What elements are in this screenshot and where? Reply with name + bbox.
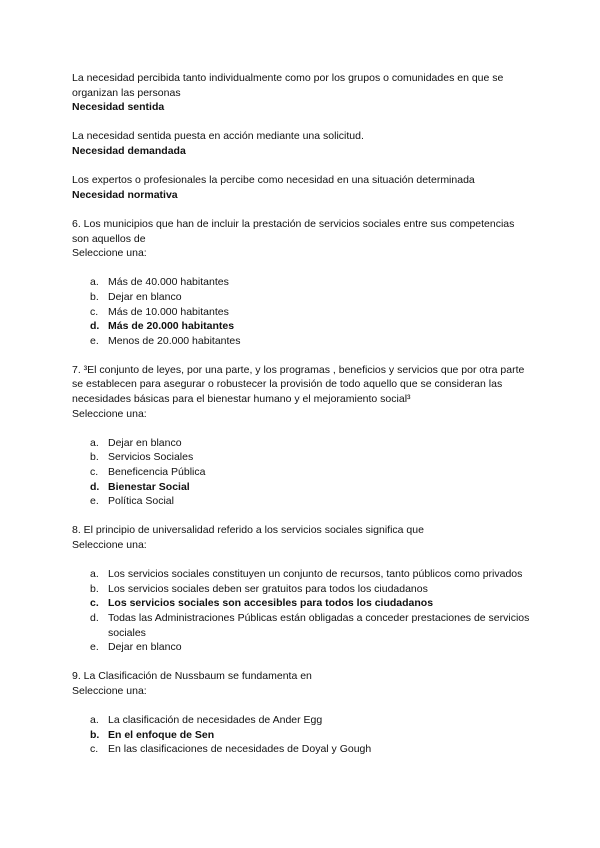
option-letter: e. <box>90 641 99 654</box>
option-text: Dejar en blanco <box>108 641 182 654</box>
option-letter: e. <box>90 334 99 347</box>
option-b <box>72 290 532 305</box>
intro-definition: La necesidad percibida tanto individualmente como por los grupos o comunidades en que se organizan las personas <box>72 72 504 99</box>
option-text: En el enfoque de Sen <box>108 728 215 741</box>
option-letter: c. <box>90 305 99 318</box>
option-text: Dejar en blanco <box>108 436 182 449</box>
option-text: Política Social <box>108 495 174 508</box>
option-letter: b. <box>90 290 99 303</box>
option-letter: e. <box>90 495 99 508</box>
option-letter: a. <box>90 714 99 727</box>
option-text: Beneficencia Pública <box>108 466 206 479</box>
option-text: Dejar en blanco <box>108 290 182 303</box>
question-8 <box>72 523 532 654</box>
question-prompt: Seleccione una: <box>72 539 147 551</box>
option-letter: a. <box>90 436 99 449</box>
intro-definition: La necesidad sentida puesta en acción mediante una solicitud. <box>72 130 364 143</box>
option-text: La clasificación de necesidades de Ander Egg <box>108 714 323 727</box>
question-text: 7. ³El conjunto de leyes, por una parte, y los programas , beneficios y servicios que por otra parte se establecen para asegurar o robustecer la provisión de todo aquello que se consideran las necesidades básicas para el bienestar humano y el mejoramiento social³ <box>72 363 525 406</box>
option-a <box>72 275 532 290</box>
option-text: Bienestar Social <box>108 480 190 493</box>
option-text: Más de 40.000 habitantes <box>108 276 229 289</box>
option-d <box>72 611 532 640</box>
question-9 <box>72 669 532 757</box>
option-c-correct <box>72 596 532 611</box>
option-letter: d. <box>90 320 100 333</box>
intro-answer: Necesidad demandada <box>72 144 186 157</box>
option-text: Todas las Administraciones Públicas están obligadas a conceder prestaciones de servicios sociales <box>108 611 530 639</box>
option-letter: b. <box>90 582 99 595</box>
question-prompt: Seleccione una: <box>72 407 147 420</box>
intro-answer: Necesidad normativa <box>72 188 178 201</box>
intro-item <box>72 173 532 202</box>
option-text: Los servicios sociales constituyen un conjunto de recursos, tanto públicos como privados <box>108 568 523 581</box>
option-letter: b. <box>90 728 100 741</box>
question-prompt: Seleccione una: <box>72 247 147 260</box>
option-letter: b. <box>90 451 99 464</box>
option-d-correct <box>72 480 532 495</box>
document-content <box>72 71 532 757</box>
option-text: Más de 20.000 habitantes <box>108 320 235 333</box>
option-letter: a. <box>90 276 99 289</box>
question-7 <box>72 363 532 509</box>
intro-item <box>72 129 532 158</box>
option-a <box>72 436 532 451</box>
option-c <box>72 742 532 757</box>
option-text: Servicios Sociales <box>108 451 194 464</box>
option-letter: c. <box>90 466 99 479</box>
option-a <box>72 713 532 728</box>
option-c <box>72 465 532 480</box>
intro-item <box>72 71 532 115</box>
intro-answer: Necesidad sentida <box>72 101 165 114</box>
option-text: Menos de 20.000 habitantes <box>108 334 241 347</box>
option-letter: d. <box>90 480 100 493</box>
question-6 <box>72 217 532 348</box>
option-text: Los servicios sociales son accesibles para todos los ciudadanos <box>108 597 434 610</box>
question-text: 6. Los municipios que han de incluir la prestación de servicios sociales entre sus competencias son aquellos de <box>72 217 515 245</box>
option-text: Más de 10.000 habitantes <box>108 305 229 318</box>
option-d-correct <box>72 319 532 334</box>
option-b <box>72 450 532 465</box>
question-text: 9. La Clasificación de Nussbaum se fundamenta en <box>72 670 312 683</box>
option-b <box>72 582 532 597</box>
option-text: Los servicios sociales deben ser gratuitos para todos los ciudadanos <box>108 582 428 595</box>
option-letter: d. <box>90 611 99 624</box>
option-b-correct <box>72 728 532 743</box>
option-a <box>72 567 532 582</box>
intro-definition: Los expertos o profesionales la percibe como necesidad en una situación determinada <box>72 174 475 187</box>
option-letter: a. <box>90 568 99 581</box>
option-e <box>72 494 532 509</box>
option-c <box>72 305 532 320</box>
option-letter: c. <box>90 743 99 756</box>
option-e <box>72 640 532 655</box>
option-text: En las clasificaciones de necesidades de Doyal y Gough <box>108 743 372 756</box>
option-e <box>72 334 532 349</box>
question-prompt: Seleccione una: <box>72 684 147 697</box>
option-letter: c. <box>90 597 99 610</box>
question-text: 8. El principio de universalidad referido a los servicios sociales significa que <box>72 524 424 537</box>
